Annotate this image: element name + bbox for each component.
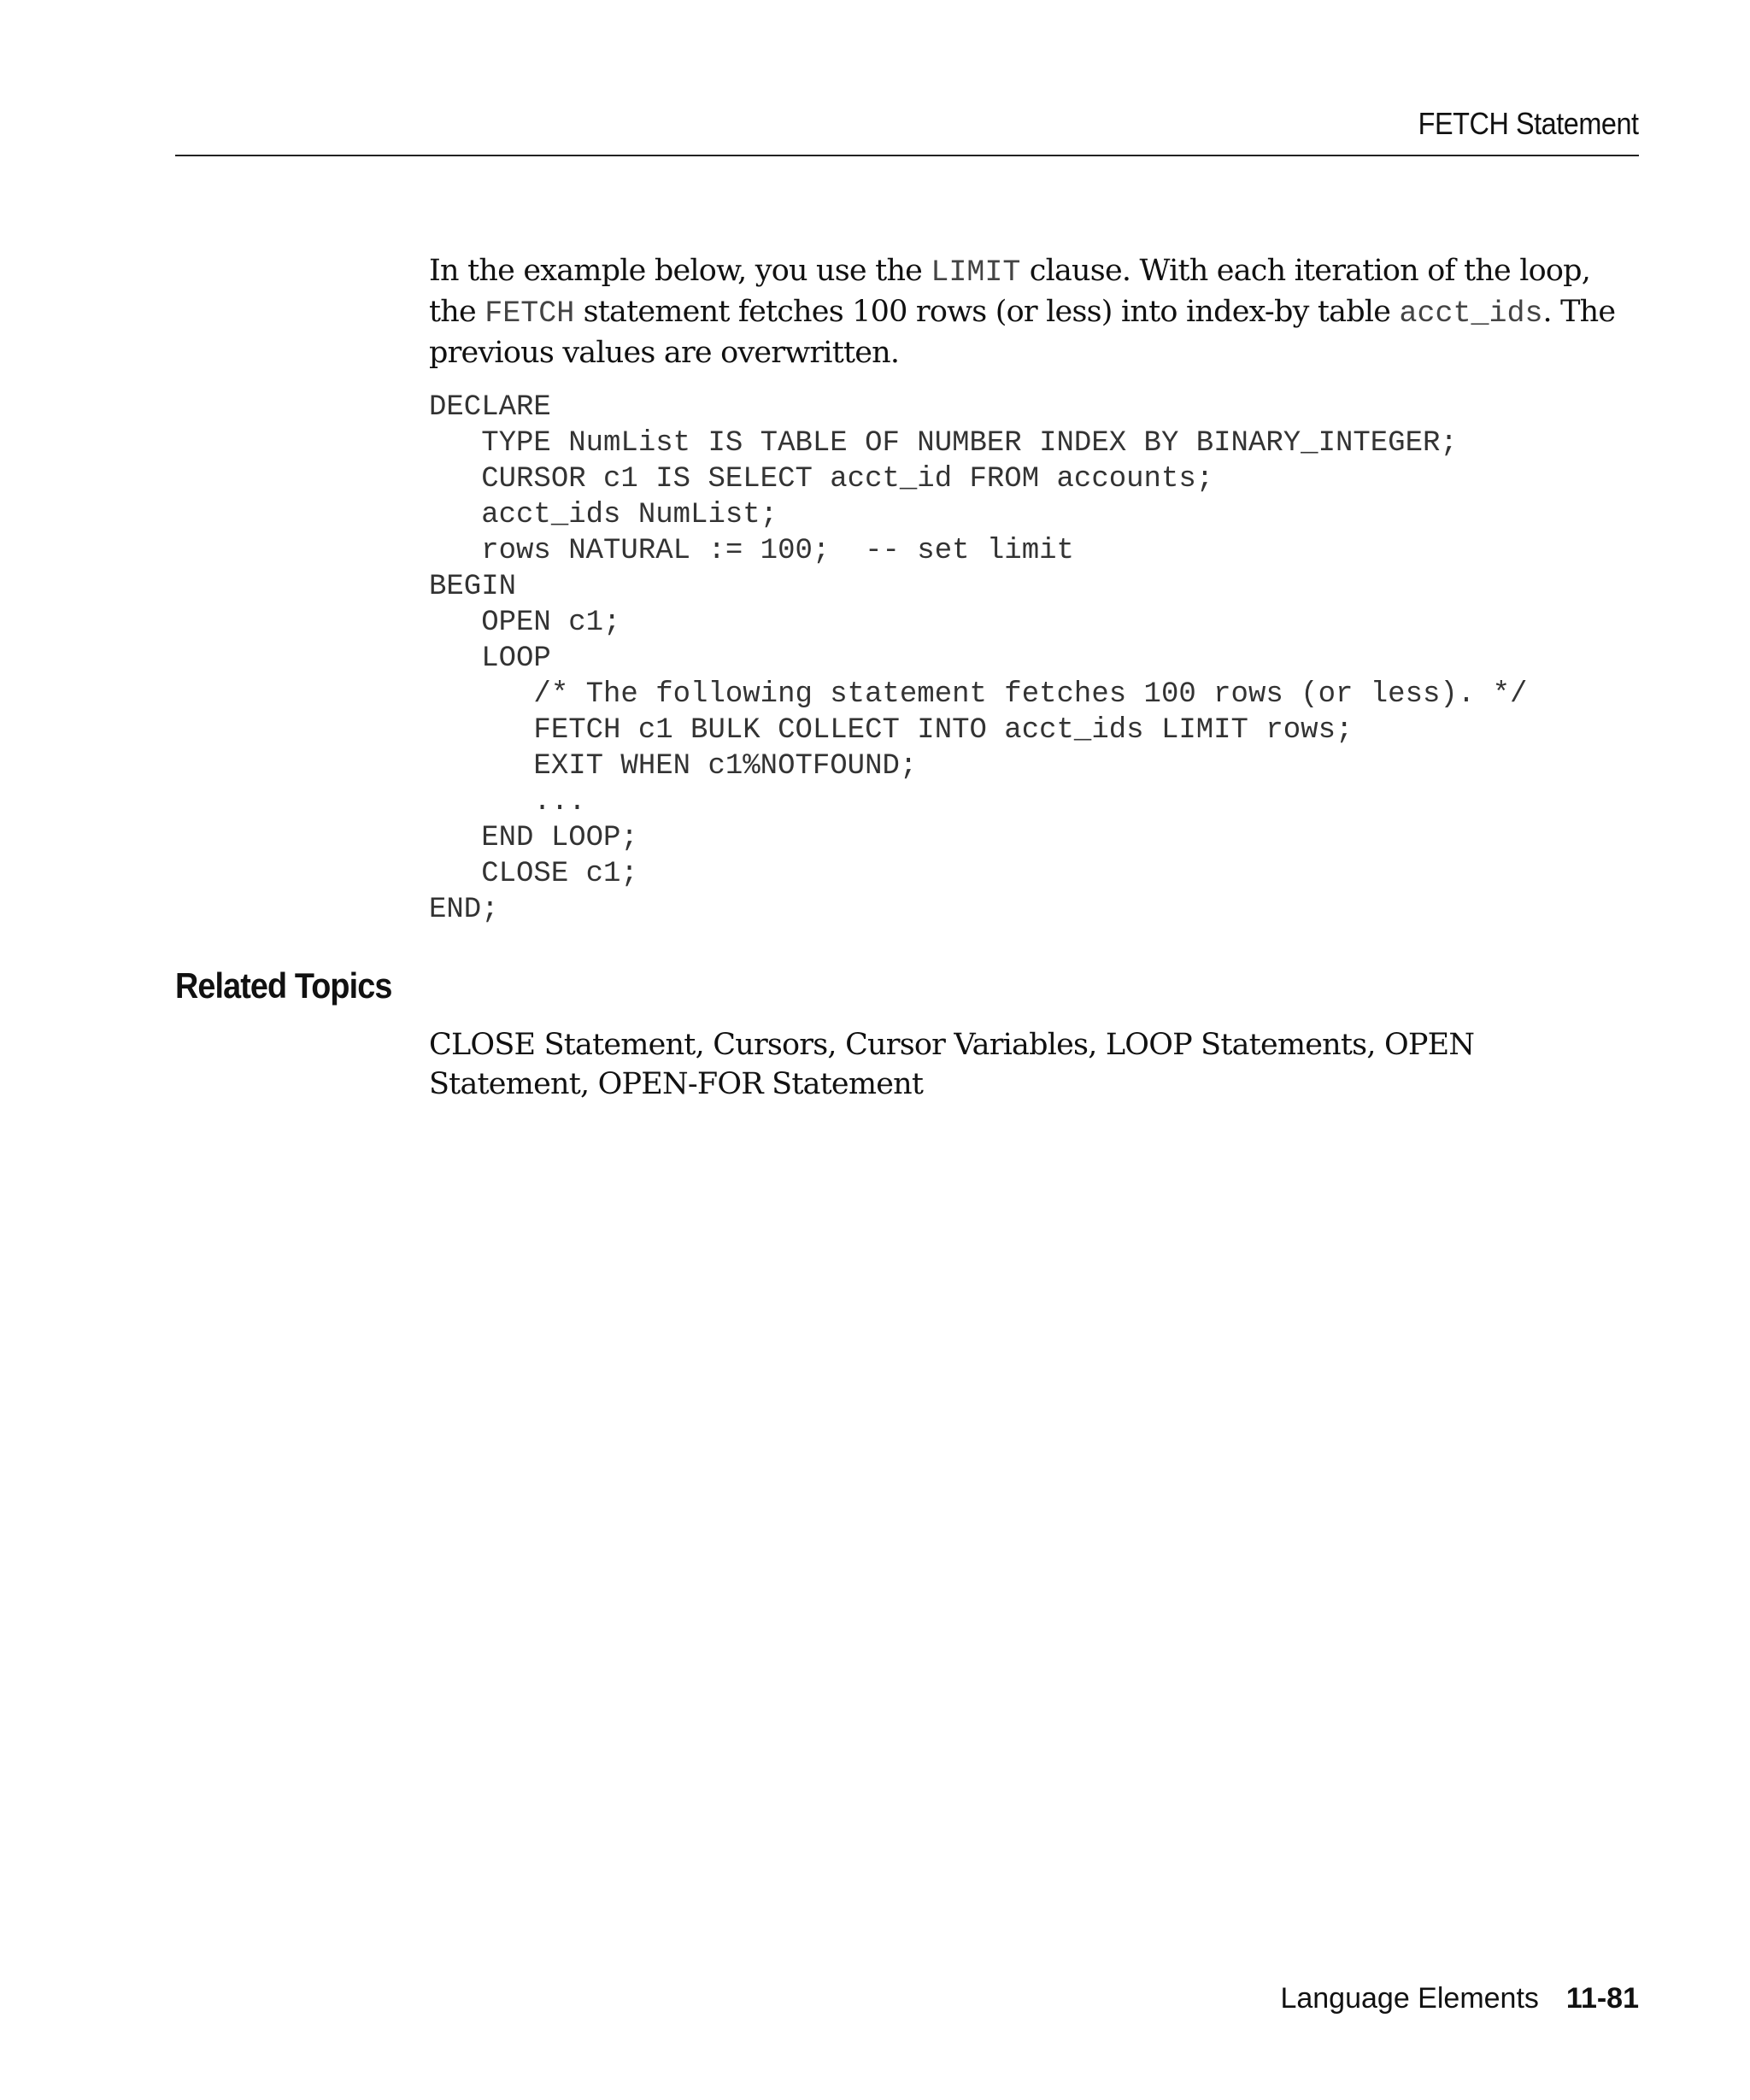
list-separator: , — [580, 1067, 598, 1101]
list-separator: , — [1366, 1028, 1384, 1062]
code-line: CLOSE c1; — [429, 858, 638, 890]
related-topics-list — [429, 1025, 1642, 1104]
inline-code-limit: LIMIT — [931, 255, 1021, 290]
inline-code-fetch: FETCH — [484, 296, 575, 331]
code-line: DECLARE — [429, 391, 551, 424]
list-separator: , — [695, 1028, 714, 1062]
header-divider — [175, 155, 1639, 156]
link-cursors[interactable]: Cursors — [713, 1028, 828, 1062]
code-line: ... — [429, 786, 586, 818]
intro-text-3: statement fetches 100 rows (or less) into index-by table — [574, 295, 1400, 329]
code-line: OPEN c1; — [429, 607, 621, 639]
page-number: 11-81 — [1565, 1982, 1639, 2015]
code-line: acct_ids NumList; — [429, 499, 778, 531]
code-line: EXIT WHEN c1%NOTFOUND; — [429, 750, 918, 783]
code-line: /* The following statement fetches 100 rows (or less). */ — [429, 678, 1528, 711]
code-line: FETCH c1 BULK COLLECT INTO acct_ids LIMIT rows; — [429, 714, 1354, 747]
code-line: CURSOR c1 IS SELECT acct_id FROM accounts; — [429, 463, 1214, 496]
intro-paragraph — [429, 251, 1642, 372]
code-line: END LOOP; — [429, 822, 638, 854]
list-separator: , — [1088, 1028, 1106, 1062]
footer-section-title: Language Elements — [1280, 1982, 1539, 2015]
intro-text-1: In the example below, you use the — [429, 254, 931, 288]
list-separator: , — [827, 1028, 846, 1062]
code-line: END; — [429, 894, 499, 926]
inline-code-acct-ids: acct_ids — [1399, 296, 1543, 331]
link-loop-statements[interactable]: LOOP Statements — [1105, 1028, 1367, 1062]
intro-text-2: clause. With each iteration of the loop, the — [429, 254, 1591, 329]
page-footer — [1280, 1982, 1639, 2015]
code-line: rows NATURAL := 100; -- set limit — [429, 535, 1074, 567]
link-cursor-variables[interactable]: Cursor Variables — [845, 1028, 1089, 1062]
intro-text-4: . The previous values are overwritten. — [429, 295, 1616, 370]
code-line: BEGIN — [429, 571, 517, 603]
code-line: LOOP — [429, 642, 551, 675]
link-open-statement[interactable]: OPEN Statement — [429, 1028, 1475, 1101]
link-close-statement[interactable]: CLOSE Statement — [429, 1028, 696, 1062]
running-header-title: FETCH Statement — [1418, 106, 1639, 141]
code-line: TYPE NumList IS TABLE OF NUMBER INDEX BY BINARY_INTEGER; — [429, 427, 1458, 460]
link-open-for-statement[interactable]: OPEN-FOR Statement — [597, 1067, 924, 1101]
related-topics-heading: Related Topics — [175, 965, 392, 1006]
code-example — [429, 390, 1527, 928]
